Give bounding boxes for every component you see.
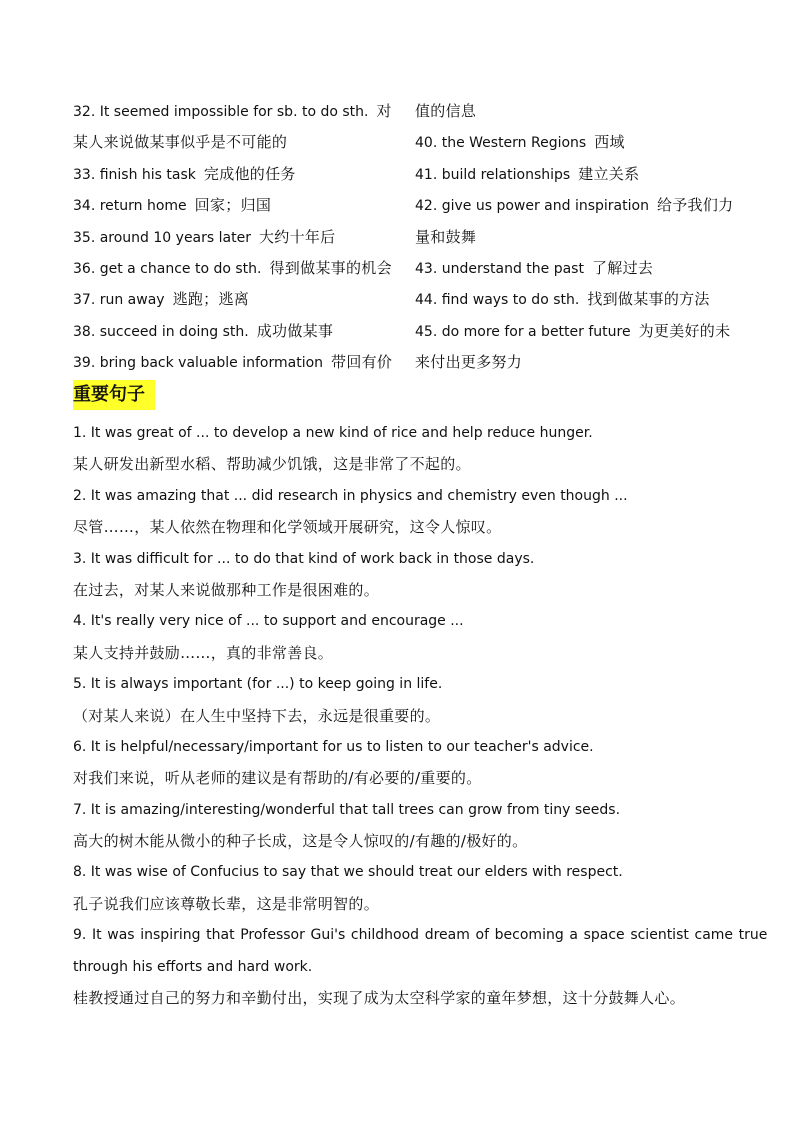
phrase-zh: 了解过去 (591, 258, 654, 277)
phrase-en: 35. around 10 years later (73, 229, 251, 246)
phrase-item (415, 284, 729, 315)
phrase-item (415, 127, 729, 158)
sentence-en: 5. It is always important (for ...) to keep going in life. (73, 676, 443, 693)
sentence-en: 1. It was great of ... to develop a new kind of rice and help reduce hunger. (73, 425, 593, 441)
phrase-en: 41. build relationships (415, 166, 571, 183)
sentence-list (73, 418, 768, 1014)
sentence-zh: 在过去，对某人来说做那种工作是很困难的。 (73, 580, 380, 599)
sentence-zh: 某人支持并鼓励……，真的非常善良。 (73, 643, 334, 662)
sentence-zh: 高大的树木能从微小的种子长成，这是令人惊叹的/有趣的/极好的。 (73, 832, 528, 851)
phrase-en: 33. finish his task (73, 166, 196, 183)
phrase-en: 43. understand the past (415, 260, 584, 277)
sentence-en: 8. It was wise of Confucius to say that we should treat our elders with respect. (73, 864, 623, 881)
sentence-zh: （对某人来说）在人生中坚持下去，永远是很重要的。 (73, 706, 441, 725)
phrase-zh: 西域 (594, 133, 625, 152)
phrase-en: 32. It seemed impossible for sb. to do sth. (73, 104, 369, 120)
phrase-list (73, 96, 734, 379)
sentence-en: 4. It's really very nice of ... to support and encourage ... (73, 613, 464, 630)
sentence-en-line1: 9. It was inspiring that Professor Gui's childhood dream of becoming a space scientist came true (73, 927, 768, 944)
phrase-en: 36. get a chance to do sth. (73, 260, 262, 277)
sentence-zh: 尽管……，某人依然在物理和化学领域开展研究，这令人惊叹。 (73, 518, 502, 537)
sentence-en-line2: through his efforts and hard work. (73, 958, 313, 975)
phrase-en: 44. find ways to do sth. (415, 292, 580, 309)
phrase-zh: 带回有价 (331, 353, 393, 372)
phrase-item (73, 284, 415, 315)
phrase-zh: 成功做某事 (256, 321, 334, 340)
phrase-item (415, 253, 729, 284)
phrase-zh: 大约十年后 (258, 227, 336, 246)
phrase-zh: 得到做某事的机会 (269, 258, 392, 277)
phrase-zh: 逃跑；逃离 (172, 290, 250, 309)
phrase-item (73, 347, 415, 378)
phrase-item (73, 96, 415, 127)
phrase-item (415, 316, 729, 347)
phrase-zh: 找到做某事的方法 (587, 290, 710, 309)
phrase-zh: 回家；归国 (194, 196, 272, 215)
sentence-en: 2. It was amazing that ... did research in physics and chemistry even though ... (73, 487, 628, 504)
sentence-zh: 某人研发出新型水稻、帮助减少饥饿，这是非常了不起的。 (73, 455, 471, 474)
phrase-zh: 对 (376, 102, 392, 120)
section-heading: 重要句子 (73, 380, 155, 410)
sentence-en: 6. It is helpful/necessary/important for us to listen to our teacher's advice. (73, 738, 594, 755)
phrase-en: 37. run away (73, 292, 165, 309)
sentence-en: 3. It was difficult for ... to do that kind of work back in those days. (73, 550, 535, 567)
phrase-en: 45. do more for a better future (415, 323, 631, 340)
phrase-column-right (415, 96, 734, 379)
sentence-en: 7. It is amazing/interesting/wonderful that tall trees can grow from tiny seeds. (73, 801, 621, 818)
phrase-item (73, 253, 415, 284)
phrase-zh: 建立关系 (578, 164, 640, 183)
phrase-item-continued: 值的信息 (415, 102, 477, 120)
phrase-en: 38. succeed in doing sth. (73, 323, 249, 340)
phrase-zh: 给予我们力 (656, 196, 734, 215)
phrase-item (73, 316, 415, 347)
sentence-zh: 桂教授通过自己的努力和辛勤付出，实现了成为太空科学家的童年梦想，这十分鼓舞人心。 (73, 989, 686, 1008)
phrase-item-continued: 来付出更多努力 (415, 353, 523, 372)
phrase-item (415, 159, 729, 190)
phrase-item (415, 190, 734, 221)
phrase-item-continued: 某人来说做某事似乎是不可能的 (73, 133, 288, 152)
sentence-zh: 孔子说我们应该尊敬长辈，这是非常明智的。 (73, 894, 380, 913)
phrase-item (73, 222, 415, 253)
phrase-en: 34. return home (73, 198, 187, 215)
sentence-zh: 对我们来说，听从老师的建议是有帮助的/有必要的/重要的。 (73, 769, 482, 788)
phrase-item-continued: 量和鼓舞 (415, 227, 477, 246)
phrase-item (73, 159, 415, 190)
phrase-en: 39. bring back valuable information (73, 355, 324, 372)
phrase-zh: 完成他的任务 (203, 164, 296, 183)
phrase-zh: 为更美好的未 (638, 321, 731, 340)
phrase-item (73, 190, 415, 221)
phrase-column-left (73, 96, 415, 379)
phrase-en: 40. the Western Regions (415, 135, 587, 152)
phrase-en: 42. give us power and inspiration (415, 198, 649, 215)
